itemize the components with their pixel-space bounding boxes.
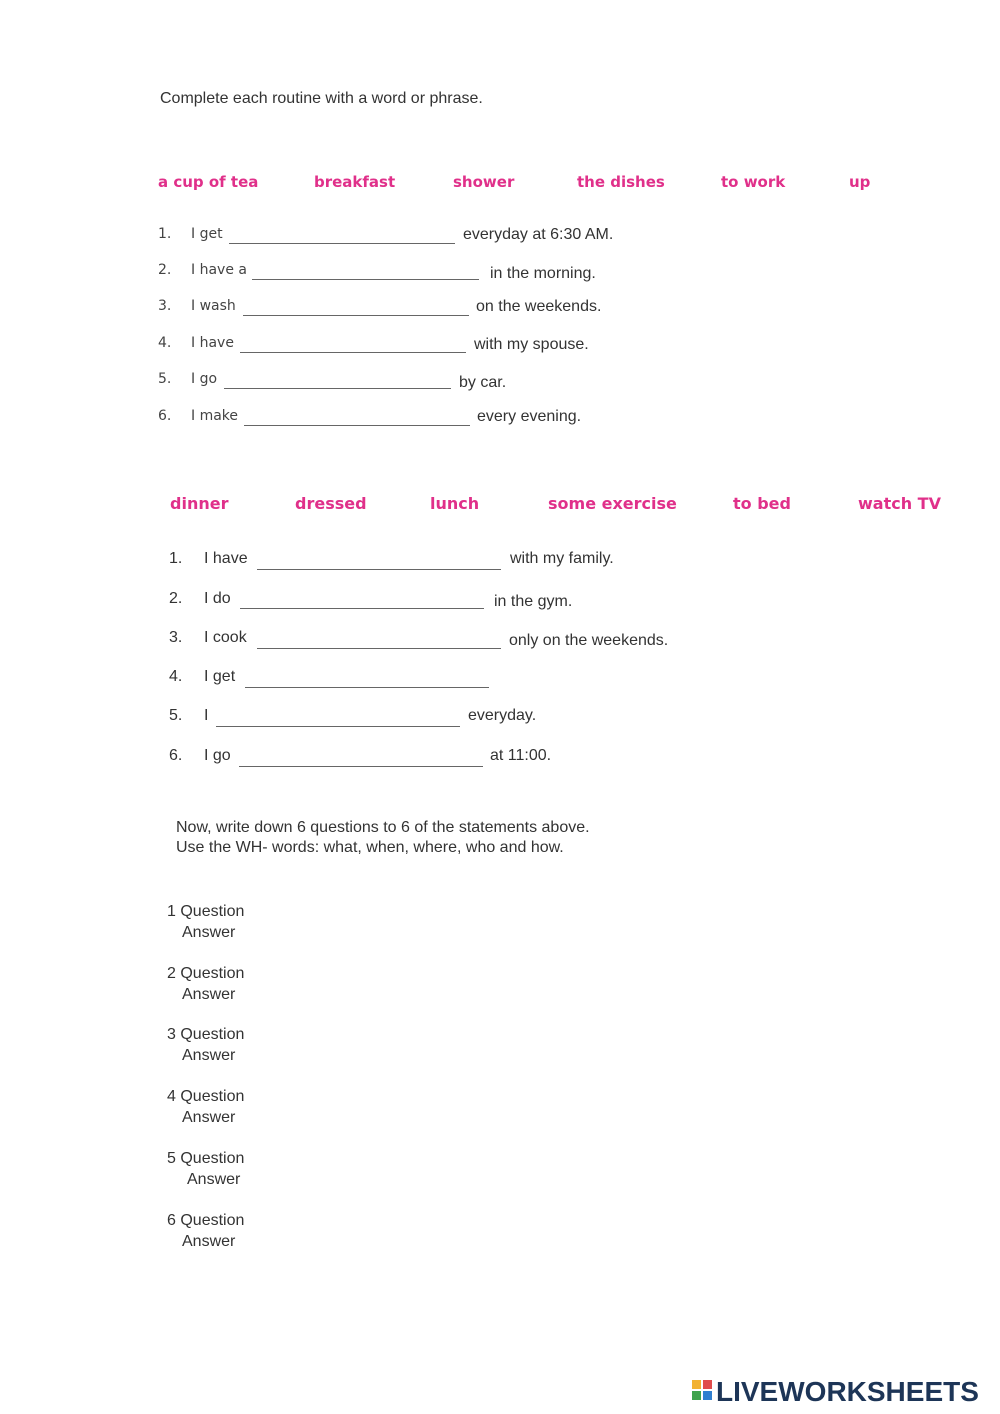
- sentence-number: 4.: [158, 335, 172, 351]
- answer-blank[interactable]: [240, 352, 466, 353]
- sentence-start: I: [204, 707, 209, 724]
- word-bank-item: to work: [721, 173, 786, 191]
- answer-label: Answer: [182, 1109, 236, 1126]
- word-bank-item: dressed: [295, 494, 367, 513]
- answer-label: Answer: [182, 1233, 236, 1250]
- sentence-start: I do: [204, 590, 231, 607]
- sentence-start: I have a: [191, 262, 247, 278]
- sentence-end: every evening.: [477, 408, 582, 425]
- liveworksheets-logo: [692, 1376, 992, 1406]
- sentence-row: [0, 298, 1000, 320]
- question-label: 5 Question: [167, 1150, 245, 1167]
- sentence-end: at 11:00.: [490, 747, 552, 764]
- sentence-row: [0, 371, 1000, 393]
- word-bank-item: lunch: [430, 494, 480, 513]
- answer-blank[interactable]: [257, 569, 501, 570]
- question-label: 6 Question: [167, 1212, 245, 1229]
- sentence-row: [0, 262, 1000, 284]
- answer-blank[interactable]: [229, 243, 455, 244]
- sentence-number: 1.: [169, 550, 183, 567]
- answer-blank[interactable]: [244, 425, 470, 426]
- logo-text: LIVEWORKSHEETS: [716, 1376, 979, 1407]
- sentence-row: [0, 335, 1000, 357]
- word-bank-item: shower: [453, 173, 515, 191]
- sentence-start: I get: [204, 668, 236, 685]
- sentence-row: [0, 408, 1000, 430]
- sentence-end: with my family.: [510, 550, 614, 567]
- sentence-end: with my spouse.: [474, 336, 589, 353]
- answer-blank[interactable]: [243, 315, 469, 316]
- sentence-number: 4.: [169, 668, 183, 685]
- answer-label: Answer: [187, 1171, 241, 1188]
- question-label: 3 Question: [167, 1026, 245, 1043]
- answer-blank[interactable]: [245, 687, 489, 688]
- instruction-text: Complete each routine with a word or phrase.: [160, 90, 483, 107]
- sentence-start: I cook: [204, 629, 247, 646]
- sentence-start: I make: [191, 408, 239, 424]
- answer-label: Answer: [182, 1047, 236, 1064]
- answer-blank[interactable]: [240, 608, 484, 609]
- word-bank-item: the dishes: [577, 173, 665, 191]
- sentence-end: by car.: [459, 374, 507, 391]
- word-bank-item: some exercise: [548, 494, 677, 513]
- sentence-end: on the weekends.: [476, 298, 602, 315]
- sentence-start: I go: [191, 371, 218, 387]
- sentence-number: 5.: [169, 707, 183, 724]
- sentence-end: everyday at 6:30 AM.: [463, 226, 614, 243]
- liveworksheets-logo-icon: [692, 1380, 712, 1400]
- answer-blank[interactable]: [257, 648, 501, 649]
- word-bank-item: watch TV: [858, 494, 941, 513]
- word-bank-item: breakfast: [314, 173, 396, 191]
- sentence-start: I get: [191, 226, 223, 242]
- sentence-end: everyday.: [468, 707, 537, 724]
- sentence-end: in the morning.: [490, 265, 596, 282]
- answer-blank[interactable]: [252, 279, 479, 280]
- questions-instruction-line-2: Use the WH- words: what, when, where, who and how.: [176, 839, 564, 856]
- answer-blank[interactable]: [216, 726, 460, 727]
- sentence-number: 5.: [158, 371, 172, 387]
- sentence-row: [0, 707, 1000, 729]
- sentence-start: I have: [204, 550, 248, 567]
- sentence-row: [0, 747, 1000, 769]
- sentence-start: I go: [204, 747, 231, 764]
- sentence-number: 3.: [169, 629, 183, 646]
- sentence-number: 1.: [158, 226, 172, 242]
- sentence-row: [0, 226, 1000, 248]
- word-bank-1: [0, 173, 1000, 197]
- sentence-end: in the gym.: [494, 593, 573, 610]
- sentence-row: [0, 668, 1000, 690]
- sentence-number: 2.: [158, 262, 172, 278]
- sentence-number: 6.: [158, 408, 172, 424]
- word-bank-2: [0, 494, 1000, 518]
- sentence-row: [0, 590, 1000, 612]
- sentence-number: 3.: [158, 298, 172, 314]
- word-bank-item: a cup of tea: [158, 173, 259, 191]
- question-label: 4 Question: [167, 1088, 245, 1105]
- question-label: 2 Question: [167, 965, 245, 982]
- sentence-number: 2.: [169, 590, 183, 607]
- questions-instruction-line-1: Now, write down 6 questions to 6 of the statements above.: [176, 819, 590, 836]
- sentence-row: [0, 629, 1000, 651]
- sentence-start: I wash: [191, 298, 236, 314]
- sentence-end: only on the weekends.: [509, 632, 669, 649]
- word-bank-item: to bed: [733, 494, 791, 513]
- answer-label: Answer: [182, 924, 236, 941]
- word-bank-item: dinner: [170, 494, 229, 513]
- answer-blank[interactable]: [224, 388, 451, 389]
- sentence-row: [0, 550, 1000, 572]
- word-bank-item: up: [849, 173, 871, 191]
- question-label: 1 Question: [167, 903, 245, 920]
- sentence-number: 6.: [169, 747, 183, 764]
- sentence-start: I have: [191, 335, 234, 351]
- answer-blank[interactable]: [239, 766, 483, 767]
- answer-label: Answer: [182, 986, 236, 1003]
